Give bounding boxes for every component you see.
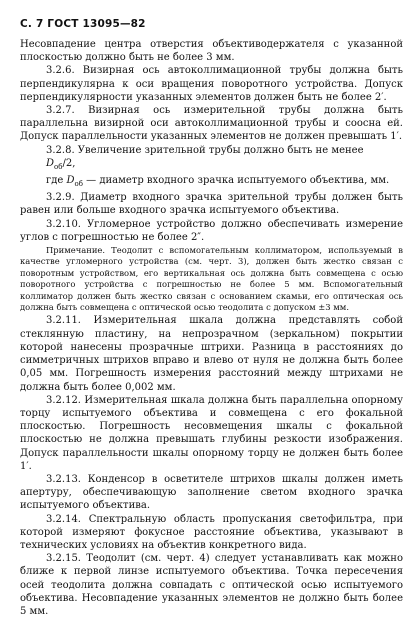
where-symbol: D bbox=[66, 175, 75, 187]
where-tail: — диаметр входного зрачка испытуемого объектива, мм. bbox=[82, 175, 390, 187]
paragraph-3-2-11: 3.2.11. Измерительная шкала должна представлять собой стеклянную пластину, на непрозрачном (зеркальном) покрытии которой нанесены прозрачные штрихи. Разница в расстояниях до симметричных штрихов вправо и влево от нуля не должна быть более 0,05 мм. Погрешность измерения расстояний между штрихами не должна быть более 0,002 мм. bbox=[20, 315, 403, 393]
paragraph-3-2-12: 3.2.12. Измерительная шкала должна быть параллельна опорному торцу испытуемого объектива и совмещена с его фокальной плоскостью. Погрешность несовмещения шкалы с фокальной плоскостью не должна превышать глубины резкости изображения. Допуск параллельности шкалы опорному торцу не должен быть более 1′. bbox=[20, 394, 403, 472]
paragraph-3-2-15: 3.2.15. Теодолит (см. черт. 4) следует устанавливать как можно ближе к первой линзе испытуемого объектива. Точка пересечения осей теодолита должна совпадать с оптической осью испытуемого объектива. Несовпадение указанных элементов не должно быть более 5 мм. bbox=[20, 553, 403, 617]
where-lead: где bbox=[46, 175, 67, 187]
note-paragraph: Примечание. Теодолит с вспомогательным коллиматором, используемый в качестве угломерного устройства (см. черт. 3), должен быть жестко связан с поворотным устройством, его вертикальная ось должна быть совмещена с осью поворотного устройства с погрешностью не более 5 мм. Вспомогательный коллиматор должен быть жестко связан с основанием скамьи, его оптическая ось должна быть совмещена с оптической осью теодолита с допуском ±3 мм. bbox=[20, 245, 403, 313]
page-header: С. 7 ГОСТ 13095—82 bbox=[20, 18, 146, 30]
paragraph-3-2-8: 3.2.8. Увеличение зрительной трубы должно быть не менее bbox=[46, 144, 364, 156]
document-body bbox=[20, 38, 403, 618]
formula-line bbox=[20, 157, 403, 174]
paragraph-3-2-10: 3.2.10. Угломерное устройство должно обеспечивать измерение углов с погрешностью не более 2″. bbox=[20, 218, 403, 243]
paragraph-intro: Несовпадение центра отверстия объективодержателя с указанной плоскостью должно быть не более 3 мм. bbox=[20, 39, 403, 64]
paragraph-3-2-13: 3.2.13. Конденсор в осветителе штрихов шкалы должен иметь апертуру, обеспечивающую заполнение светом входного зрачка испытуемого объектива. bbox=[20, 473, 403, 512]
paragraph-3-2-9: 3.2.9. Диаметр входного зрачка зрительной трубы должен быть равен или больше входного зрачка испытуемого объектива. bbox=[20, 192, 403, 217]
paragraph-3-2-7: 3.2.7. Визирная ось измерительной трубы должна быть параллельна визирной оси автоколлимационной трубы и соосна ей. Допуск параллельности указанных элементов не должен превышать 1′. bbox=[20, 105, 403, 143]
formula-tail: /2, bbox=[62, 157, 76, 169]
formula-symbol: D bbox=[46, 157, 55, 169]
where-subscript: об bbox=[74, 180, 83, 189]
paragraph-3-2-14: 3.2.14. Спектральную область пропускания светофильтра, при которой измеряют фокусное расстояние объектива, указывают в технических условиях на объектив конкретного вида. bbox=[20, 513, 403, 551]
paragraph-3-2-6: 3.2.6. Визирная ось автоколлимационной трубы должна быть перпендикулярна к оси вращения поворотного устройства. Допуск перпендикулярности указанных элементов должен быть не более 2′. bbox=[20, 65, 403, 103]
formula-subscript: об bbox=[54, 162, 63, 171]
formula-where bbox=[20, 174, 403, 191]
